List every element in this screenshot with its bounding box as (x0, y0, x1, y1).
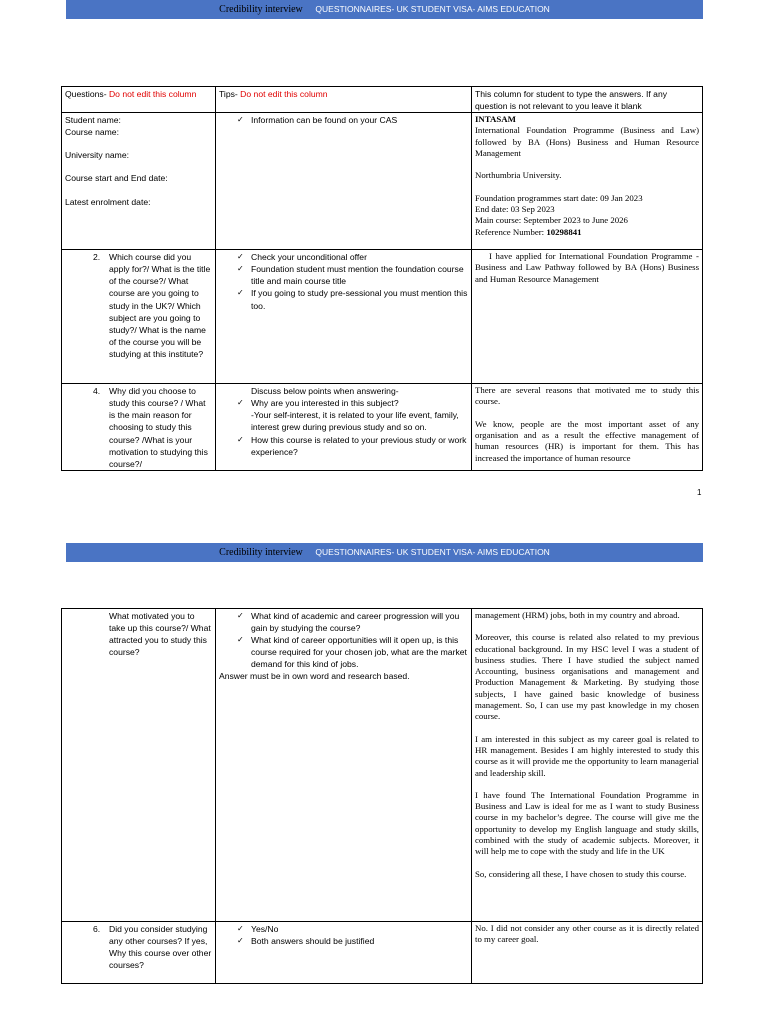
answer-paragraph: I have found The International Foundation Programme in Business and Law is ideal for me as I want to study Business course in my bachelor’s degree. The course will give me the opportunity to develop my English language and study skills, combined with the study of academic subjects. Moreover, it will help me to cope with the study and life in the UK (475, 789, 699, 857)
header-tips-label: Tips- (219, 89, 238, 99)
field-label: Latest enrolment date: (65, 196, 151, 207)
tip-note: Answer must be in own word and research based. (219, 671, 410, 682)
answer-student-name: INTASAM (475, 114, 516, 125)
field-label: Course start and End date: (65, 173, 168, 184)
question-cell (62, 609, 216, 922)
answer-text: I have applied for International Foundation Programme - Business and Law Pathway followed by BA (Hons) Business and Human Resource Management (475, 251, 699, 284)
question-text: Why did you choose to study this course? / What is the main reason for choosing to study this course? /What is your motivation to studying this course?/ (109, 386, 208, 469)
tip-item: ✓ Check your unconditional offer (219, 251, 468, 263)
question-cell (62, 384, 216, 471)
questionnaire-table-page1 (61, 86, 703, 471)
header-answers-cell: This column for student to type the answers. If any question is not relevant to you leave it blank (472, 87, 703, 113)
tip-text: ✓ Why are you interested in this subject? (251, 398, 399, 409)
tips-cell (216, 384, 472, 471)
question-text: Did you consider studying any other courses? If yes, Why this course over other courses? (109, 924, 212, 971)
table-header-row (62, 87, 703, 113)
question-text: Which course did you apply for?/ What is the title of the course?/ What course are you going to study in the UK?/ Which subject are you going to study?/ What is the name of the course you will be studying at this institute? (109, 252, 211, 359)
field-label: University name: (65, 150, 129, 161)
tips-cell (216, 250, 472, 384)
student-info-fields-cell (62, 113, 216, 250)
tip-item: ✓ What kind of academic and career progression will you gain by studying the course? (219, 610, 468, 634)
answer-paragraph: Moreover, this course is related also related to my previous educational background. In my HSC level I was a student of business studies. There I have studied the subject named Accounting, business organisations and management and Production Management & Marketing. By studying those subjects, I have gained basic knowledge of business management. So, I can use my past knowledge in my chosen course. (475, 632, 699, 722)
tip-item: ✓ Information can be found on your CAS (219, 114, 468, 126)
answer-course-name: International Foundation Programme (Business and Law) followed by BA (Hons) Business and Human Resource Management (475, 125, 699, 159)
questionnaire-table-page2 (61, 608, 703, 984)
page-header-banner (66, 0, 703, 19)
header-left-text: Credibility interview (219, 4, 303, 15)
tip-item: ✓ Both answers should be justified (219, 935, 468, 947)
answer-cell[interactable] (472, 384, 703, 471)
tip-item: ✓ How this course is related to your previous study or work experience? (219, 434, 468, 458)
answer-main-course-date: Main course: September 2023 to June 2026 (475, 215, 628, 226)
header-right-text: QUESTIONNAIRES- UK STUDENT VISA- AIMS EDUCATION (315, 547, 550, 557)
reference-label: Reference Number: (475, 226, 545, 237)
answer-cell[interactable] (472, 609, 703, 922)
answer-text: No. I did not consider any other course as it is directly related to my career goal. (475, 923, 699, 945)
answer-end-date: End date: 03 Sep 2023 (475, 203, 555, 214)
question-number: 2. (93, 252, 101, 263)
question-number: 6. (93, 924, 101, 934)
tip-item: ✓ Foundation student must mention the foundation course title and main course title (219, 263, 468, 287)
answer-cell[interactable] (472, 113, 703, 250)
question-cell (62, 250, 216, 384)
tips-cell (216, 922, 472, 984)
tip-item: ✓ What kind of career opportunities will it open up, is this course required for your chosen job, what are the market demand for this kind of jobs. (219, 634, 468, 670)
answer-university: Northumbria University. (475, 170, 562, 181)
answer-paragraph: So, considering all these, I have chosen to study this course. (475, 868, 687, 879)
tip-item: ✓ If you going to study pre-sessional you must mention this too. (219, 287, 468, 311)
tip-item: ✓ Yes/No (219, 923, 468, 935)
header-tips-cell (216, 87, 472, 113)
tip-item (219, 397, 468, 433)
reference-value: 10298841 (546, 226, 582, 237)
header-tips-warning: Do not edit this column (240, 89, 328, 99)
table-row (62, 384, 703, 471)
question-text: What motivated you to take up this course?/ What attracted you to study this course? (109, 611, 211, 658)
page-number: 1 (697, 488, 702, 497)
answer-cell[interactable] (472, 250, 703, 384)
answer-cell[interactable] (472, 922, 703, 984)
header-questions-cell (62, 87, 216, 113)
field-label: Student name: (65, 115, 121, 126)
answer-paragraph: I am interested in this subject as my career goal is related to HR management. Besides I am highly interested to study this course as it will provide me the opportunity to learn managerial and leadership skill. (475, 733, 699, 778)
table-row (62, 609, 703, 922)
answer-paragraph: There are several reasons that motivated me to study this course. (475, 385, 699, 407)
page-header-banner (66, 543, 703, 562)
question-cell (62, 922, 216, 984)
tip-intro: Discuss below points when answering- (251, 386, 399, 397)
tips-cell (216, 113, 472, 250)
header-questions-label: Questions- (65, 89, 107, 99)
header-left-text: Credibility interview (219, 547, 303, 558)
answer-reference (475, 227, 699, 238)
answer-paragraph: We know, people are the most important asset of any organisation and as a result the effective management of human resources (HR) is important for them. This has increased the importance of human resource (475, 418, 699, 463)
tips-cell (216, 609, 472, 922)
table-row (62, 250, 703, 384)
table-row (62, 113, 703, 250)
table-row (62, 922, 703, 984)
header-right-text: QUESTIONNAIRES- UK STUDENT VISA- AIMS EDUCATION (315, 4, 550, 14)
answer-paragraph: management (HRM) jobs, both in my country and abroad. (475, 610, 680, 620)
field-label: Course name: (65, 127, 119, 138)
tip-subtext: -Your self-interest, it is related to your life event, family, interest grew during previous study and so on. (251, 410, 459, 433)
header-questions-warning: Do not edit this column (108, 89, 197, 99)
answer-start-date: Foundation programmes start date: 09 Jan 2023 (475, 192, 643, 203)
question-number: 4. (93, 386, 101, 397)
